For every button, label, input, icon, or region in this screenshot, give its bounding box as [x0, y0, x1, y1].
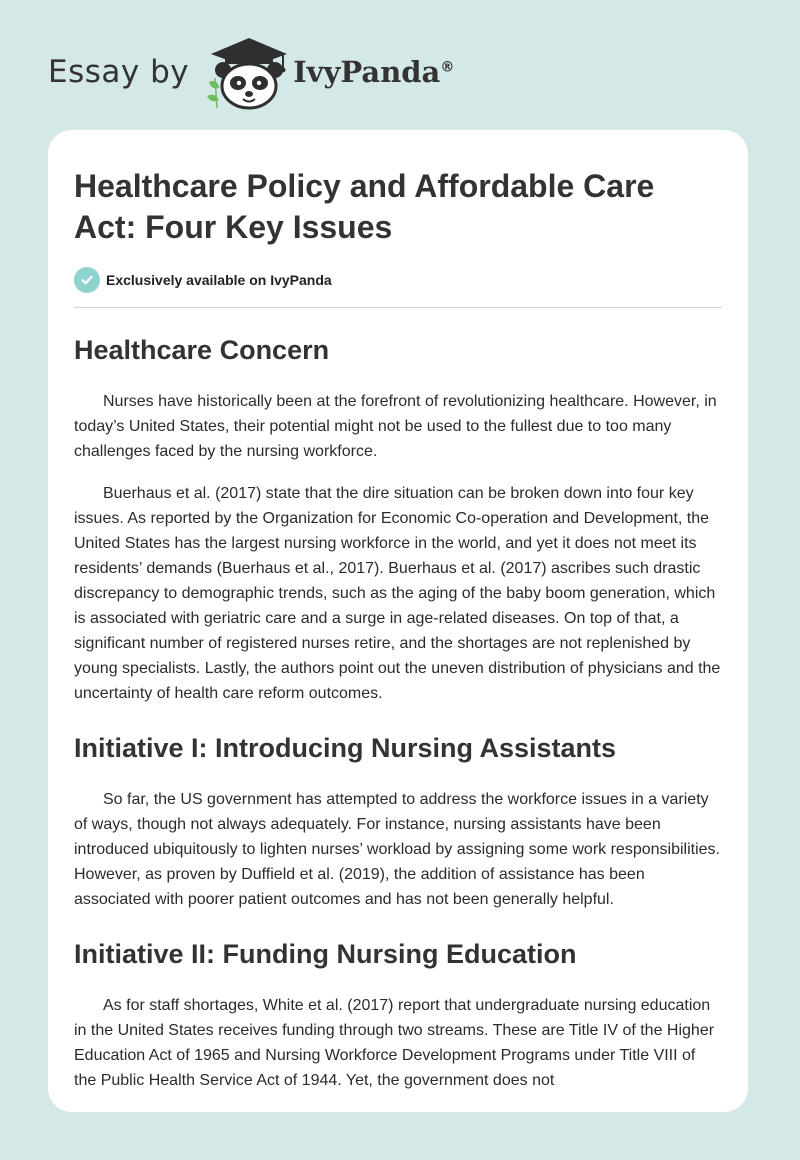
essay-card	[48, 130, 748, 1112]
brand-name[interactable]: IvyPanda®	[293, 55, 455, 89]
exclusive-badge	[74, 266, 722, 294]
paragraph: As for staff shortages, White et al. (2017) report that undergraduate nursing education in the United States receives funding through two streams. These are Title IV of the Higher Education Act of 1965 and Nursing Workforce Development Programs under Title VIII of the Public Health Service Act of 1944. Yet, the government does not	[74, 997, 715, 1089]
badge-text: Exclusively available on IvyPanda	[106, 272, 332, 288]
paragraph: Nurses have historically been at the forefront of revolutionizing healthcare. However, in today’s United States, their potential might not be used to the fullest due to too many challenges faced by the nursing workforce.	[74, 393, 717, 460]
paragraph: Buerhaus et al. (2017) state that the dire situation can be broken down into four key issues. As reported by the Organization for Economic Co-operation and Development, the United States has the largest nursing workforce in the world, and yet it does not meet its residents’ demands (Buerhaus et al., 2017). Buerhaus et al. (2017) ascribes such drastic discrepancy to demographic trends, such as the aging of the baby boom generation, which is associated with geriatric care and a surge in age-related diseases. On top of that, a significant number of registered nurses retire, and the shortages are not replenished by young specialists. Lastly, the authors point out the uneven distribution of physicians and the uncertainty of health care reform outcomes.	[74, 485, 721, 702]
site-header	[48, 34, 454, 110]
section-heading: Initiative I: Introducing Nursing Assistants	[74, 733, 617, 763]
divider	[74, 307, 722, 308]
graduation-cap-panda-icon[interactable]	[203, 34, 291, 110]
paragraph: So far, the US government has attempted to address the workforce issues in a variety of ways, though not always adequately. For instance, nursing assistants have been introduced ubiquitously to lighten nurses’ workload by assigning some work responsibilities. However, as proven by Duffield et al. (2019), the addition of assistance has been associated with poorer patient outcomes and has not been generally helpful.	[74, 791, 720, 908]
page-title: Healthcare Policy and Affordable Care Act: Four Key Issues	[74, 168, 655, 245]
section-heading: Healthcare Concern	[74, 335, 330, 365]
check-icon	[74, 267, 100, 293]
section-heading: Initiative II: Funding Nursing Education	[74, 939, 577, 969]
brand-prefix: Essay by	[48, 54, 190, 90]
